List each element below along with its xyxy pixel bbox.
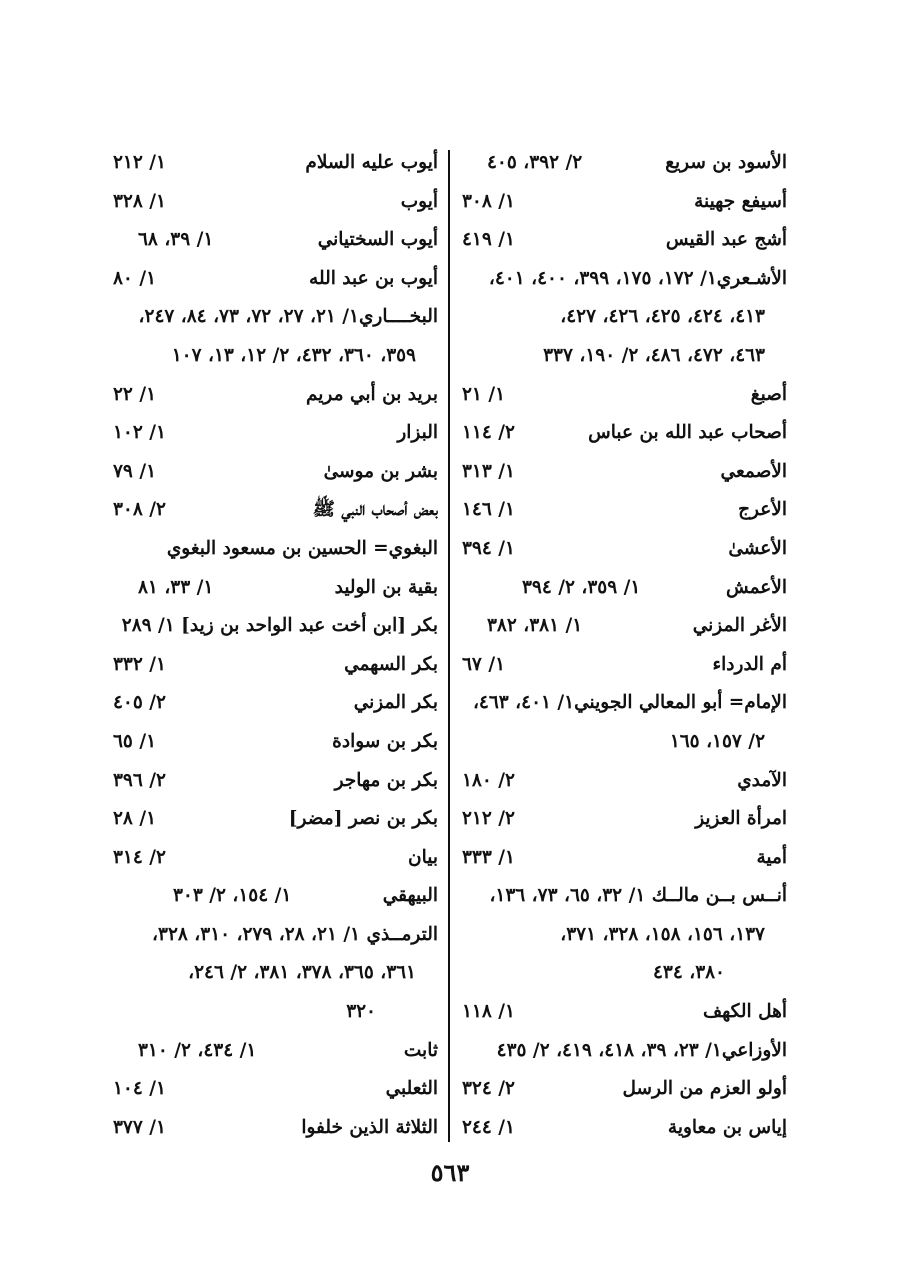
index-entry	[462, 453, 787, 492]
index-entry	[113, 607, 438, 646]
index-entry	[462, 723, 787, 762]
index-entry	[113, 723, 438, 762]
entry-name: بكر بن سوادة	[332, 730, 438, 752]
index-entry	[113, 530, 438, 569]
entry-name: الأشـعري١/ ١٧٢، ١٧٥، ٣٩٩، ٤٠٠، ٤٠١،	[488, 267, 787, 289]
index-entry	[462, 646, 787, 685]
index-entry	[462, 491, 787, 530]
entry-page-ref: ١/ ١٠٢	[113, 422, 166, 444]
index-entry	[113, 1109, 438, 1148]
index-entry	[462, 839, 787, 878]
entry-page-ref: ١/ ٢٨	[113, 808, 157, 830]
entry-name: بريد بن أبي مريم	[305, 383, 438, 405]
entry-page-ref: ١/ ٧٩	[113, 460, 157, 482]
index-entry	[113, 298, 438, 337]
entry-name: ٣٨٠، ٤٣٤	[652, 962, 725, 984]
entry-name: بكر السهمي	[344, 653, 438, 675]
entry-name: البغوي= الحسين بن مسعود البغوي	[166, 537, 438, 559]
entry-name: بقية بن الوليد	[334, 576, 438, 598]
entry-name: أيوب	[400, 190, 438, 212]
entry-name: إياس بن معاوية	[667, 1116, 787, 1138]
index-entry	[462, 1070, 787, 1109]
entry-page-ref: ١/ ٣١٣	[462, 460, 515, 482]
index-entry	[462, 1032, 787, 1071]
entry-name: أهل الكهف	[702, 1001, 787, 1023]
entry-name: بكر [ابن أخت عبد الواحد بن زيد] ١/ ٢٨٩	[121, 615, 438, 637]
entry-page-ref: ١/ ٦٧	[462, 653, 506, 675]
entry-page-ref: ٢/ ٣١٤	[113, 846, 166, 868]
entry-page-ref: ١/ ٣٨١، ٣٨٢	[487, 615, 583, 637]
index-entry	[462, 1109, 787, 1148]
entry-name: امرأة العزيز	[695, 808, 787, 830]
index-column-left	[113, 144, 438, 1147]
entry-name: الإمام= أبو المعالي الجويني١/ ٤٠١، ٤٦٣،	[472, 692, 787, 714]
index-entry	[113, 800, 438, 839]
entry-name: الترمــذي ١/ ٢١، ٢٨، ٢٧٩، ٣١٠، ٣٢٨،	[152, 923, 438, 945]
entry-name: ٣٦١، ٣٦٥، ٣٧٨، ٣٨١، ٢/ ٢٤٦،	[188, 962, 416, 984]
index-entry	[113, 954, 438, 993]
index-entry	[462, 376, 787, 415]
entry-name: ٢/ ١٥٧، ١٦٥	[669, 730, 765, 752]
index-entry	[113, 993, 438, 1032]
entry-page-ref: ١/ ١٠٤	[113, 1078, 166, 1100]
index-entry	[462, 144, 787, 183]
entry-page-ref: ٢/ ١١٤	[462, 422, 515, 444]
entry-name: أنــس بــن مالــك ١/ ٣٢، ٦٥، ٧٣، ١٣٦،	[489, 885, 787, 907]
index-entry	[462, 684, 787, 723]
index-entry	[462, 954, 787, 993]
index-entry	[113, 1032, 438, 1071]
entry-name: ثابت	[403, 1039, 438, 1061]
index-entry	[462, 530, 787, 569]
entry-page-ref: ٢/ ٣٩٦	[113, 769, 166, 791]
entry-page-ref: ٢/ ٤٠٥	[113, 692, 166, 714]
index-entry	[113, 221, 438, 260]
entry-name: ٣٢٠	[346, 1001, 376, 1023]
index-entry	[113, 762, 438, 801]
entry-page-ref: ٢/ ٢١٢	[462, 808, 515, 830]
entry-name: البزار	[397, 422, 438, 444]
index-entry	[113, 684, 438, 723]
index-entry	[113, 183, 438, 222]
entry-page-ref: ١/ ٣٠٨	[462, 190, 515, 212]
index-entry	[113, 646, 438, 685]
entry-page-ref: ١/ ٣٣٣	[462, 846, 515, 868]
entry-name: بيان	[408, 846, 438, 868]
index-entry	[462, 916, 787, 955]
column-divider	[448, 150, 450, 1142]
entry-name: البيهقي	[382, 885, 438, 907]
entry-page-ref: ١/ ٣٧٧	[113, 1116, 166, 1138]
entry-name: ١٣٧، ١٥٦، ١٥٨، ٣٢٨، ٣٧١،	[560, 923, 765, 945]
entry-name: ٤١٣، ٤٢٤، ٤٢٥، ٤٢٦، ٤٢٧،	[560, 306, 765, 328]
entry-page-ref: ١/ ٦٥	[113, 730, 157, 752]
entry-name: بكر المزني	[353, 692, 438, 714]
entry-page-ref: ٢/ ٣٢٤	[462, 1078, 515, 1100]
entry-name: أصحاب عبد الله بن عباس	[588, 422, 787, 444]
entry-name: البخــــاري١/ ٢١، ٢٧، ٧٢، ٧٣، ٨٤، ٢٤٧،	[138, 306, 438, 328]
index-entry	[462, 993, 787, 1032]
index-entry	[113, 453, 438, 492]
entry-name: الأصمعي	[720, 460, 787, 482]
entry-name: أم الدرداء	[712, 653, 787, 675]
entry-name: بكر بن نصر [مضر]	[288, 808, 438, 830]
entry-name: الثعلبي	[385, 1078, 438, 1100]
index-entry	[462, 414, 787, 453]
entry-name: بعض أصحاب النبي ﷺ	[312, 499, 438, 521]
entry-name: أيوب بن عبد الله	[309, 267, 438, 289]
index-entry	[462, 569, 787, 608]
entry-page-ref: ١/ ٨٠	[113, 267, 157, 289]
entry-name: بكر بن مهاجر	[334, 769, 438, 791]
index-entry	[113, 916, 438, 955]
index-entry	[113, 877, 438, 916]
entry-page-ref: ١/ ٣٣٢	[113, 653, 166, 675]
entry-page-ref: ١/ ١٥٤، ٢/ ٣٠٣	[173, 885, 292, 907]
entry-name: الأوزاعي١/ ٢٣، ٣٩، ٤١٨، ٤١٩، ٢/ ٤٣٥	[496, 1039, 787, 1061]
entry-name: أمية	[756, 846, 787, 868]
entry-name: ٤٦٣، ٤٧٢، ٤٨٦، ٢/ ١٩٠، ٣٣٧	[543, 344, 765, 366]
entry-name: أيوب السختياني	[317, 229, 438, 251]
entry-page-ref: ١/ ٤١٩	[462, 229, 515, 251]
entry-name: الأعشىٰ	[728, 537, 787, 559]
entry-page-ref: ٢/ ٣٩٢، ٤٠٥	[487, 152, 583, 173]
index-entry	[113, 376, 438, 415]
index-entry	[113, 260, 438, 299]
entry-page-ref: ١/ ٤٣٤، ٢/ ٣١٠	[138, 1039, 257, 1061]
index-entry	[462, 800, 787, 839]
entry-name: أسيفع جهينة	[694, 190, 787, 212]
entry-page-ref: ١/ ٢١٢	[113, 152, 166, 173]
entry-page-ref: ١/ ١٤٦	[462, 499, 515, 521]
index-entry	[462, 260, 787, 299]
entry-page-ref: ١/ ٣٢٨	[113, 190, 166, 212]
entry-page-ref: ١/ ٢٢	[113, 383, 157, 405]
entry-page-ref: ١/ ٢١	[462, 383, 506, 405]
entry-page-ref: ١/ ٣٩٤	[462, 537, 515, 559]
index-column-right	[462, 144, 787, 1147]
index-entry	[462, 298, 787, 337]
entry-page-ref: ١/ ٣٩، ٦٨	[138, 229, 214, 251]
entry-name: الآمدي	[737, 769, 787, 791]
entry-name: أشج عبد القيس	[665, 229, 787, 251]
index-entry	[462, 337, 787, 376]
entry-page-ref: ٢/ ١٨٠	[462, 769, 515, 791]
index-entry	[462, 877, 787, 916]
entry-page-ref: ١/ ١١٨	[462, 1001, 515, 1023]
entry-name: بشر بن موسىٰ	[323, 460, 438, 482]
page-number: ٥٦٣	[430, 1158, 470, 1187]
entry-name: الأعرج	[738, 499, 787, 521]
entry-page-ref: ١/ ٢٤٤	[462, 1116, 515, 1138]
index-entry	[462, 762, 787, 801]
index-entry	[462, 221, 787, 260]
entry-name: أولو العزم من الرسل	[622, 1078, 787, 1100]
entry-name: ٣٥٩، ٣٦٠، ٤٣٢، ٢/ ١٢، ١٣، ١٠٧	[171, 344, 416, 366]
entry-name: أيوب عليه السلام	[305, 152, 438, 173]
entry-page-ref: ١/ ٣٣، ٨١	[138, 576, 214, 598]
index-entry	[113, 491, 438, 530]
entry-page-ref: ٢/ ٣٠٨	[113, 499, 166, 521]
index-entry	[113, 144, 438, 183]
entry-page-ref: ١/ ٣٥٩، ٢/ ٣٩٤	[522, 576, 641, 598]
index-entry	[113, 414, 438, 453]
index-entry	[462, 607, 787, 646]
entry-name: الأسود بن سريع	[665, 152, 787, 173]
entry-name: الأغر المزني	[692, 615, 787, 637]
index-entry	[113, 337, 438, 376]
index-entry	[462, 183, 787, 222]
index-entry	[113, 569, 438, 608]
index-entry	[113, 1070, 438, 1109]
index-entry	[113, 839, 438, 878]
entry-name: أصبغ	[750, 383, 787, 405]
entry-name: الثلاثة الذين خلفوا	[301, 1116, 438, 1138]
entry-name: الأعمش	[725, 576, 787, 598]
